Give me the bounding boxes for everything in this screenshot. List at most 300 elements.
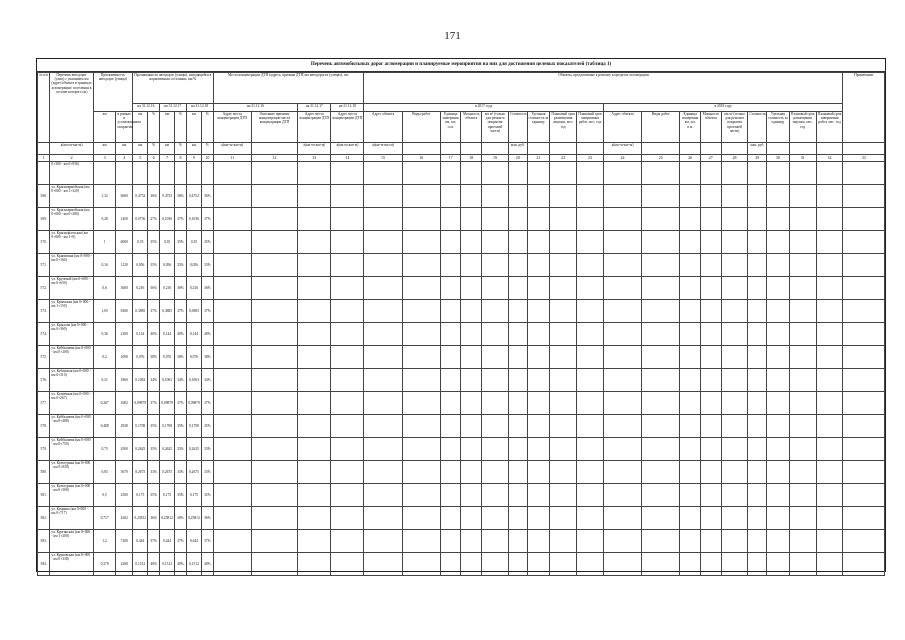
- empty-cell: [577, 415, 604, 438]
- empty-cell: [700, 162, 721, 185]
- header-sub-col: Мощность объекта: [700, 112, 721, 143]
- header-num: № п/п: [38, 73, 50, 143]
- empty-cell: [680, 277, 701, 300]
- empty-cell: [402, 323, 440, 346]
- empty-cell: [642, 415, 680, 438]
- empty-cell: [721, 392, 748, 415]
- empty-cell: [298, 208, 331, 231]
- cell-v2: 0,1512: [159, 553, 174, 576]
- empty-cell: [700, 484, 721, 507]
- header-sub-col: Плановый срок завершения работ, мес. год: [816, 112, 843, 143]
- empty-cell: [700, 553, 721, 576]
- table-row: [38, 254, 885, 277]
- empty-cell: [550, 553, 577, 576]
- empty-cell: [843, 530, 885, 553]
- empty-cell: [767, 162, 790, 185]
- cell-p1: 35%: [148, 254, 159, 277]
- cell-len: 1,2: [93, 530, 116, 553]
- cell-n: 579.: [38, 438, 50, 461]
- empty-cell: [700, 300, 721, 323]
- empty-cell: [461, 323, 482, 346]
- cell-v1: 0,09879: [133, 392, 148, 415]
- header-length-note: в рамках в установленном покрытии: [116, 112, 133, 143]
- empty-cell: [331, 392, 364, 415]
- cell-p2: 35%: [175, 254, 186, 277]
- cell-name: ул. Крымская (км 0+000 - км 1+150): [50, 300, 93, 323]
- empty-cell: [364, 231, 402, 254]
- cell-name: ул. Крупской (км 0+000 - км 0+630): [50, 277, 93, 300]
- cell-n: 577.: [38, 392, 50, 415]
- cell-v2: 0,144: [159, 323, 174, 346]
- cell-p1: 36%: [148, 277, 159, 300]
- empty-cell: [251, 323, 297, 346]
- empty-cell: [213, 415, 251, 438]
- empty-cell: [700, 208, 721, 231]
- header-km-2016: км: [133, 112, 148, 143]
- empty-cell: [461, 369, 482, 392]
- empty-cell: [680, 438, 701, 461]
- empty-cell: [402, 185, 440, 208]
- empty-cell: [482, 300, 509, 323]
- cell-p2: 38%: [175, 346, 186, 369]
- empty-cell: [550, 438, 577, 461]
- empty-cell: [251, 162, 297, 185]
- cell-v1: 0,2625: [133, 438, 148, 461]
- cell-n: 580.: [38, 461, 50, 484]
- empty-cell: [680, 369, 701, 392]
- column-number: 11: [213, 155, 251, 162]
- empty-cell: [213, 530, 251, 553]
- cell-p2: 40%: [175, 553, 186, 576]
- empty-cell: [508, 300, 527, 323]
- empty-cell: [642, 461, 680, 484]
- empty-cell: [402, 507, 440, 530]
- cell-p3: 37%: [202, 208, 213, 231]
- empty-cell: [550, 530, 577, 553]
- header-units-km: км: [159, 143, 174, 155]
- cell-v2: 0,1708: [159, 415, 174, 438]
- cell-p2: 37%: [175, 530, 186, 553]
- empty-cell: [527, 415, 550, 438]
- empty-cell: [789, 369, 816, 392]
- cell-p2: 35%: [175, 415, 186, 438]
- empty-cell: [577, 507, 604, 530]
- table-body: [38, 162, 885, 576]
- header-normative-share: Протяженность автодорог (улицы), находящейся в нормативном состоянии, км/%: [133, 73, 214, 104]
- column-number-row: [38, 155, 885, 162]
- empty-cell: [402, 484, 440, 507]
- header-sub-col: Удельная стоимость за единицу: [767, 112, 790, 143]
- header-units-row: а(км+м-км+м): [298, 143, 331, 155]
- empty-cell: [482, 415, 509, 438]
- cell-p3: 35%: [202, 438, 213, 461]
- empty-cell: [789, 162, 816, 185]
- column-number: 26: [680, 155, 701, 162]
- empty-cell: [789, 300, 816, 323]
- cell-n: 584.: [38, 553, 50, 576]
- header-cost-unit: млн. руб.: [748, 143, 767, 155]
- column-number: 6: [148, 155, 159, 162]
- empty-cell: [767, 507, 790, 530]
- empty-cell: [402, 254, 440, 277]
- column-number: 18: [461, 155, 482, 162]
- empty-cell: [577, 530, 604, 553]
- empty-cell: [251, 277, 297, 300]
- cell-v3: 0,144: [186, 323, 201, 346]
- empty-cell: [364, 553, 402, 576]
- empty-cell: [527, 300, 550, 323]
- cell-v1: 0,0756: [133, 208, 148, 231]
- empty-cell: [767, 254, 790, 277]
- cell-km: 6600: [116, 185, 133, 208]
- empty-cell: [642, 530, 680, 553]
- cell-p1: [148, 162, 159, 185]
- empty-cell: [721, 461, 748, 484]
- empty-cell: [364, 507, 402, 530]
- cell-v2: 0,09879: [159, 392, 174, 415]
- cell-n: 578.: [38, 415, 50, 438]
- cell-v3: 0,25812: [186, 507, 201, 530]
- empty-cell: [364, 300, 402, 323]
- empty-cell: [440, 346, 461, 369]
- cell-p3: 38%: [202, 346, 213, 369]
- cell-p3: 36%: [202, 277, 213, 300]
- empty-cell: [364, 392, 402, 415]
- cell-len: 0,75: [93, 438, 116, 461]
- empty-cell: [331, 530, 364, 553]
- empty-cell: [748, 369, 767, 392]
- empty-cell: [213, 553, 251, 576]
- empty-cell: [550, 277, 577, 300]
- empty-cell: [680, 553, 701, 576]
- empty-cell: [461, 208, 482, 231]
- empty-cell: [331, 369, 364, 392]
- empty-cell: [700, 346, 721, 369]
- empty-cell: [603, 530, 641, 553]
- empty-cell: [213, 208, 251, 231]
- empty-cell: [298, 461, 331, 484]
- column-number: 32: [816, 155, 843, 162]
- header-dtp-date-2017: на 31.12.17: [298, 104, 331, 112]
- column-number: 4: [116, 155, 133, 162]
- empty-cell: [364, 254, 402, 277]
- empty-cell: [331, 162, 364, 185]
- empty-cell: [440, 300, 461, 323]
- empty-cell: [789, 530, 816, 553]
- cell-name: ул. Кубанская (км 0+000 - км 0+310): [50, 369, 93, 392]
- cell-km: 2160: [116, 323, 133, 346]
- empty-cell: [298, 507, 331, 530]
- empty-cell: [642, 231, 680, 254]
- table-row: [38, 415, 885, 438]
- header-date-2017: на 31.12.17: [159, 104, 186, 112]
- header-units-row: а(км+м-км+м): [331, 143, 364, 155]
- empty-cell: [440, 254, 461, 277]
- header-units-km: км: [116, 143, 133, 155]
- table-row: [38, 231, 885, 254]
- cell-len: 0,378: [93, 553, 116, 576]
- cell-v2: 0,1036: [159, 208, 174, 231]
- cell-v1: [133, 162, 148, 185]
- table-row: [38, 461, 885, 484]
- cell-v2: 0,444: [159, 530, 174, 553]
- cell-km: 1400: [116, 208, 133, 231]
- header-sub-col: Стоимость: [508, 112, 527, 143]
- empty-cell: [508, 507, 527, 530]
- empty-cell: [508, 438, 527, 461]
- empty-cell: [721, 438, 748, 461]
- header-sub-col: Удельная стоимость за единицу: [527, 112, 550, 143]
- cell-p1: 37%: [148, 392, 159, 415]
- empty-cell: [789, 484, 816, 507]
- empty-cell: [700, 323, 721, 346]
- empty-cell: [680, 208, 701, 231]
- empty-cell: [298, 300, 331, 323]
- empty-cell: [508, 277, 527, 300]
- cell-v2: 0,4752: [159, 185, 174, 208]
- cell-km: 6000: [116, 231, 133, 254]
- column-number: 8: [175, 155, 186, 162]
- empty-cell: [440, 507, 461, 530]
- empty-cell: [251, 438, 297, 461]
- cell-name: ул. Куприна (км 0+000 - км 0+717): [50, 507, 93, 530]
- empty-cell: [680, 231, 701, 254]
- empty-cell: [364, 323, 402, 346]
- empty-cell: [402, 346, 440, 369]
- cell-p1: 36%: [148, 185, 159, 208]
- table-row: [38, 162, 885, 185]
- empty-cell: [603, 438, 641, 461]
- empty-cell: [331, 208, 364, 231]
- column-number: 17: [440, 155, 461, 162]
- register-table-frame: [36, 58, 886, 572]
- cell-len: 0,5: [93, 484, 116, 507]
- header-sub-col: Плановый срок размещения закупки, мес. год: [550, 112, 577, 143]
- header-sub-col: Адрес объекта: [603, 112, 641, 143]
- empty-cell: [767, 369, 790, 392]
- empty-cell: [816, 415, 843, 438]
- cell-p1: 37%: [148, 530, 159, 553]
- cell-p2: 33%: [175, 461, 186, 484]
- empty-cell: [298, 369, 331, 392]
- empty-cell: [767, 346, 790, 369]
- empty-cell: [251, 346, 297, 369]
- empty-cell: [843, 300, 885, 323]
- empty-cell: [331, 277, 364, 300]
- empty-cell: [748, 392, 767, 415]
- empty-cell: [251, 254, 297, 277]
- empty-cell: [843, 461, 885, 484]
- empty-cell: [767, 461, 790, 484]
- header-sub-col: Адрес объекта: [364, 112, 402, 143]
- empty-cell: [440, 530, 461, 553]
- empty-cell: [816, 323, 843, 346]
- empty-cell: [700, 369, 721, 392]
- empty-cell: [508, 415, 527, 438]
- empty-cell: [298, 553, 331, 576]
- empty-cell: [767, 208, 790, 231]
- empty-cell: [789, 553, 816, 576]
- page-number: 171: [444, 30, 461, 42]
- header-units-row: а(км+м-км+м): [603, 143, 641, 155]
- empty-cell: [402, 553, 440, 576]
- cell-v3: 0,1063: [186, 369, 201, 392]
- empty-cell: [461, 507, 482, 530]
- empty-cell: [251, 208, 297, 231]
- empty-cell: [482, 530, 509, 553]
- empty-cell: [603, 369, 641, 392]
- empty-cell: [721, 530, 748, 553]
- empty-cell: [331, 254, 364, 277]
- cell-p3: [202, 162, 213, 185]
- cell-km: 2268: [116, 553, 133, 576]
- column-number: 24: [603, 155, 641, 162]
- empty-cell: [251, 369, 297, 392]
- cell-v1: 0,2675: [133, 461, 148, 484]
- empty-cell: [603, 277, 641, 300]
- empty-cell: [364, 185, 402, 208]
- empty-cell: [700, 254, 721, 277]
- empty-cell: [843, 185, 885, 208]
- empty-cell: [461, 277, 482, 300]
- empty-cell: [482, 484, 509, 507]
- empty-cell: [298, 185, 331, 208]
- header-km-2018: км: [186, 112, 201, 143]
- empty-cell: [816, 254, 843, 277]
- empty-cell: [642, 507, 680, 530]
- empty-cell: [402, 162, 440, 185]
- empty-cell: [364, 530, 402, 553]
- empty-cell: [843, 415, 885, 438]
- empty-cell: [251, 530, 297, 553]
- cell-v1: 0,076: [133, 346, 148, 369]
- cell-p1: 34%: [148, 369, 159, 392]
- column-number: 22: [550, 155, 577, 162]
- cell-name: ул. Кузнечная (км 0+000 - км 0+267): [50, 392, 93, 415]
- cell-p2: 37%: [175, 300, 186, 323]
- header-km: км: [93, 112, 116, 143]
- empty-cell: [642, 484, 680, 507]
- cell-p3: 36%: [202, 507, 213, 530]
- empty-cell: [527, 346, 550, 369]
- empty-cell: [331, 461, 364, 484]
- empty-cell: [680, 185, 701, 208]
- empty-cell: [767, 323, 790, 346]
- empty-cell: [680, 300, 701, 323]
- column-number: 30: [767, 155, 790, 162]
- empty-cell: [789, 254, 816, 277]
- empty-cell: [364, 415, 402, 438]
- empty-cell: [482, 231, 509, 254]
- header-date-2016: на 31.12.16: [133, 104, 160, 112]
- empty-cell: [700, 185, 721, 208]
- empty-cell: [843, 254, 885, 277]
- cell-v2: 0,076: [159, 346, 174, 369]
- cell-len: 1: [93, 231, 116, 254]
- cell-len: 0,2: [93, 346, 116, 369]
- cell-name: ул. Куйбышева (км 0+000 - км 0+750): [50, 438, 93, 461]
- empty-cell: [527, 461, 550, 484]
- table-row: [38, 346, 885, 369]
- cell-v3: 0,3885: [186, 300, 201, 323]
- empty-cell: [816, 392, 843, 415]
- empty-cell: [700, 530, 721, 553]
- cell-km: 1120: [116, 254, 133, 277]
- cell-p2: 35%: [175, 231, 186, 254]
- empty-cell: [603, 185, 641, 208]
- empty-cell: [767, 415, 790, 438]
- empty-cell: [748, 507, 767, 530]
- cell-n: 572.: [38, 277, 50, 300]
- empty-cell: [577, 277, 604, 300]
- empty-cell: [843, 553, 885, 576]
- cell-p3: 35%: [202, 254, 213, 277]
- empty-cell: [461, 300, 482, 323]
- cell-v1: 0,35: [133, 231, 148, 254]
- empty-cell: [440, 415, 461, 438]
- empty-cell: [298, 162, 331, 185]
- empty-cell: [721, 300, 748, 323]
- empty-cell: [577, 369, 604, 392]
- table-row: [38, 392, 885, 415]
- cell-p2: 34%: [175, 369, 186, 392]
- empty-cell: [642, 300, 680, 323]
- cell-len: 0,28: [93, 208, 116, 231]
- empty-cell: [680, 507, 701, 530]
- header-sub-col: Виды работ: [402, 112, 440, 143]
- empty-cell: [508, 553, 527, 576]
- empty-cell: [527, 162, 550, 185]
- cell-p2: 37%: [175, 392, 186, 415]
- empty-cell: [461, 231, 482, 254]
- empty-cell: [721, 323, 748, 346]
- empty-cell: [642, 162, 680, 185]
- column-number: 16: [402, 155, 440, 162]
- empty-cell: [603, 208, 641, 231]
- cell-n: 574.: [38, 323, 50, 346]
- column-number: 20: [508, 155, 527, 162]
- empty-cell: [577, 346, 604, 369]
- cell-len: 0,6: [93, 277, 116, 300]
- empty-cell: [748, 300, 767, 323]
- cell-km: 5670: [116, 461, 133, 484]
- cell-len: 0,717: [93, 507, 116, 530]
- cell-v2: 0,175: [159, 484, 174, 507]
- empty-cell: [680, 323, 701, 346]
- empty-cell: [364, 346, 402, 369]
- empty-cell: [577, 461, 604, 484]
- cell-p1: 35%: [148, 415, 159, 438]
- empty-cell: [748, 346, 767, 369]
- cell-v3: 0,09879: [186, 392, 201, 415]
- header-sub-col: Адрес места концентрации ДТП: [298, 112, 331, 143]
- cell-n: 570.: [38, 231, 50, 254]
- empty-cell: [680, 162, 701, 185]
- empty-cell: [508, 369, 527, 392]
- cell-name: ул. Куйбышева (км 0+000 - км 0+488): [50, 415, 93, 438]
- empty-cell: [402, 438, 440, 461]
- table-row: [38, 323, 885, 346]
- cell-n: [38, 162, 50, 185]
- empty-cell: [577, 438, 604, 461]
- empty-cell: [680, 346, 701, 369]
- empty-cell: [508, 530, 527, 553]
- header-pct-2017: %: [175, 112, 186, 143]
- table-row: [38, 185, 885, 208]
- empty-cell: [461, 392, 482, 415]
- empty-cell: [331, 300, 364, 323]
- empty-cell: [213, 185, 251, 208]
